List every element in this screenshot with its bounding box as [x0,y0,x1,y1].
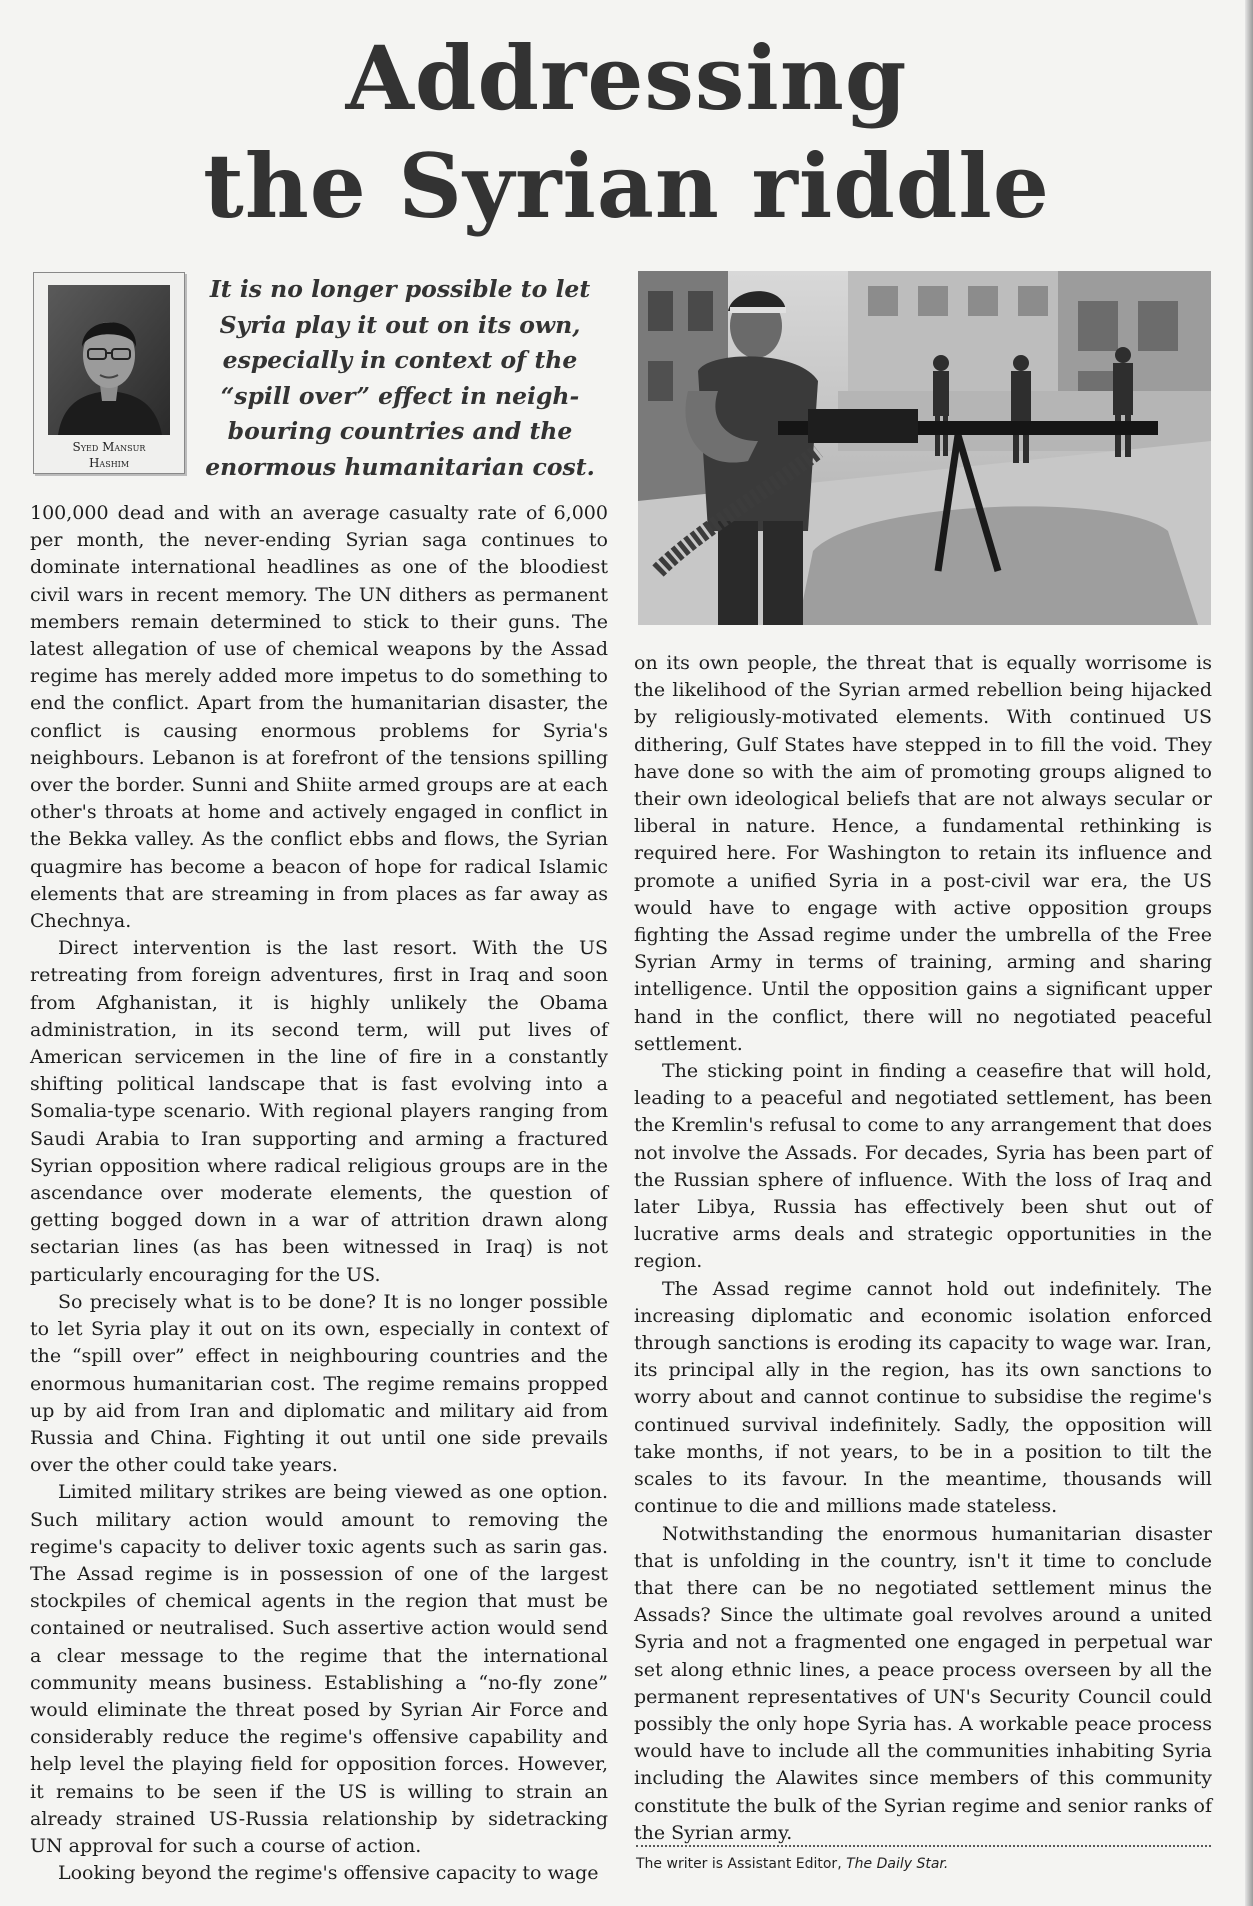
headline-line-2: the Syrian riddle [203,134,1050,238]
author-name-line-2: Hashim [88,456,130,470]
rebel-fighter-photo [638,271,1211,625]
article-paragraph: The Assad regime cannot hold out indefinitely. The increasing diplomatic and economic isolation enforced through sanctions is eroding its capacity to wage war. Iran, its principal ally in the region, has its own sanctions to worry about and cannot continue to subsidise the regime's continued survival indefinitely. Sadly, the opposition will take months, if not years, to be in a position to tilt the scales to its favour. In the meantime, thousands will continue to die and millions made stateless. [634,1277,1212,1518]
pullquote-line: enormous humanitarian cost. [205,452,595,481]
publication-name: The Daily Star. [846,1856,949,1872]
writer-credit [636,1856,1211,1872]
article-paragraph: Limited military strikes are being viewed as one option. Such military action would amount to removing the regime's capacity to deliver toxic agents such as sarin gas. The Assad regime is in possession of one of the largest stockpiles of chemical agents in the region that must be contained or neutralised. Such assertive action would send a clear message to the regime that the international community means business. Establishing a “no-fly zone” would eliminate the threat posed by Syrian Air Force and considerably reduce the regime's offensive capability and help level the playing field for opposition forces. However, it remains to be seen if the US is willing to strain an already strained US-Russia relationship by sidetracking UN approval for such a course of action. [30,1481,608,1857]
article-paragraph: Looking beyond the regime's offensive capacity to wage [58,1862,599,1885]
dotted-divider [636,1845,1211,1847]
headline [0,24,1253,240]
pullquote-line: bouring countries and the [227,417,573,445]
author-photo [48,285,170,435]
article-column-2 [634,650,1212,1844]
pullquote [200,272,600,485]
article-paragraph: So precisely what is to be done? It is no longer possible to let Syria play it out on its own, especially in context of the “spill over” effect in neighbouring countries and the enormous humanitarian cost. The regime remains propped up by aid from Iran and diplomatic and military aid from Russia and China. Fighting it out until one side prevails over the other could take years. [30,1290,608,1477]
pullquote-line: “spill over” effect in neigh- [220,381,580,410]
pullquote-line: It is no longer possible to let [209,275,591,303]
article-paragraph: The sticking point in finding a ceasefire that will hold, leading to a peaceful and negotiated settlement, has been the Kremlin's refusal to come to any arrangement that does not involve the Assads. For decades, Syria has been part of the Russian sphere of influence. With the loss of Iraq and later Libya, Russia has effectively been shut out of lucrative arms deals and strategic opportunities in the region. [634,1060,1212,1273]
pullquote-line: especially in context of the [222,346,578,374]
article-paragraph: 100,000 dead and with an average casualty rate of 6,000 per month, the never-ending Syrian saga continues to dominate international headlines as one of the bloodiest civil wars in recent memory. The UN dithers as permanent members remain determined to stick to their guns. The latest allegation of use of chemical weapons by the Assad regime has merely added more impetus to do something to end the conflict. Apart from the humanitarian disaster, the conflict is causing enormous problems for Syria's neighbours. Lebanon is at forefront of the tensions spilling over the border. Sunni and Shiite armed groups are at each other's throats at home and actively engaged in conflict in the Bekka valley. As the conflict ebbs and flows, the Syrian quagmire has become a beacon of hope for radical Islamic elements that are streaming in from places as far away as Chechnya. [30,502,608,933]
author-name [34,439,184,471]
page-edge-shadow [1245,0,1253,1906]
author-name-line-1: Syed Mansur [72,440,146,454]
article-paragraph: Notwithstanding the enormous humanitarian disaster that is unfolding in the country, isn't it time to conclude that there can be no negotiated settlement minus the Assads? Since the ultimate goal revolves around a united Syria and not a fragmented one engaged in perpetual war set along ethnic lines, a peace process overseen by all the permanent representatives of UN's Security Council could possibly the only hope Syria has. A workable peace process would have to include all the communities inhabiting Syria including the Alawites since members of this community constitute the bulk of the Syrian regime and senior ranks of the Syrian army. [634,1522,1212,1844]
pullquote-line: Syria play it out on its own, [219,310,581,339]
article-column-1 [30,500,608,1900]
writer-credit-text: The writer is Assistant Editor, [636,1856,847,1872]
article-paragraph: Direct intervention is the last resort. With the US retreating from foreign adventures, first in Iraq and soon from Afghanistan, it is highly unlikely the Obama administration, in its second term, will put lives of American servicemen in the line of fire in a constantly shifting political landscape that is fast evolving into a Somalia-type scenario. With regional players ranging from Saudi Arabia to Iran supporting and arming a fractured Syrian opposition where radical religious groups are in the ascendance over moderate elements, the question of getting bogged down in a war of attrition drawn along sectarian lines (as has been witnessed in Iraq) is not particularly encouraging for the US. [30,937,608,1286]
author-box [33,272,185,474]
article-paragraph: on its own people, the threat that is equally worrisome is the likelihood of the Syrian armed rebellion being hijacked by religiously-motivated elements. With continued US dithering, Gulf States have stepped in to fill the void. They have done so with the aim of promoting groups aligned to their own ideological beliefs that are not always secular or liberal in nature. Hence, a fundamental rethinking is required here. For Washington to retain its influence and promote a unified Syria in a post-civil war era, the US would have to engage with active opposition groups fighting the Assad regime under the umbrella of the Free Syrian Army in terms of training, arming and sharing intelligence. Until the opposition gains a significant upper hand in the conflict, there will no negotiated peaceful settlement. [634,652,1212,1055]
headline-line-1: Addressing [345,26,908,130]
